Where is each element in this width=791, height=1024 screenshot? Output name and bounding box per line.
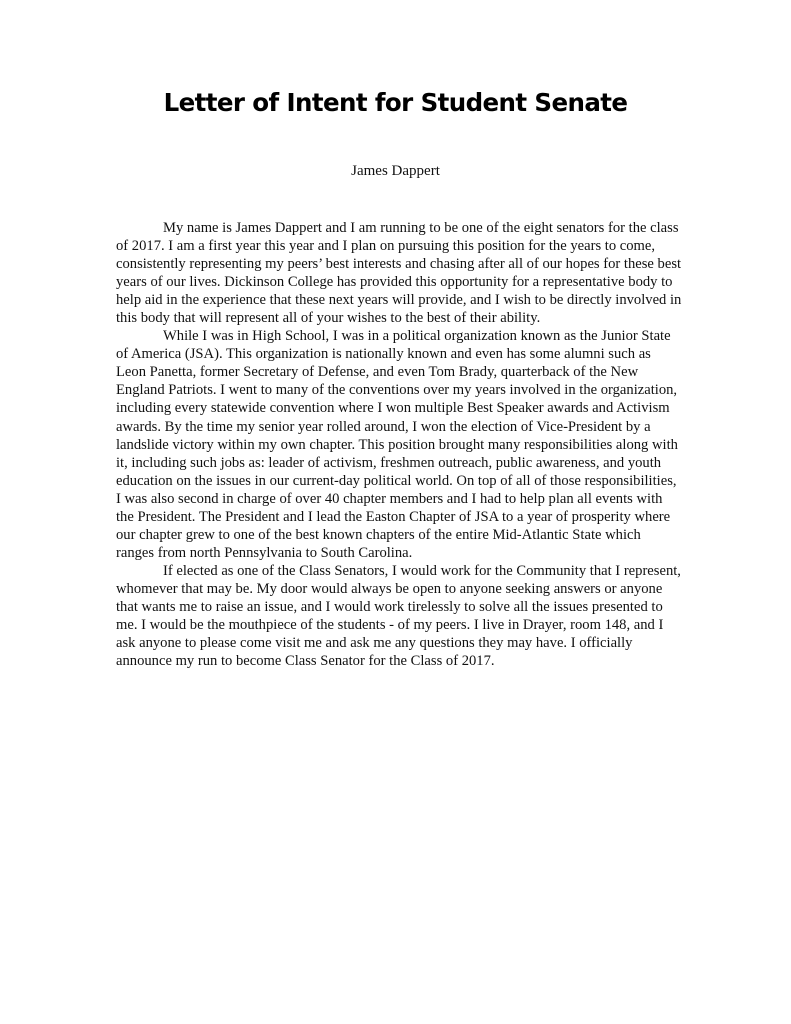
paragraph-introduction: My name is James Dappert and I am running to be one of the eight senators for the class of 2017. I am a first year this year and I plan on pursuing this position for the years to come, consistently representing my peers’ best interests and chasing after all of our hopes for these best years of our lives. Dickinson College has provided this opportunity for a representative body to help aid in the experience that these next years will provide, and I wish to be directly involved in this body that will represent all of your wishes to the best of their ability. bbox=[116, 220, 682, 327]
author-name: James Dappert bbox=[351, 163, 440, 179]
paragraph-commitment: If elected as one of the Class Senators, I would work for the Community that I represent, whomever that may be. My door would always be open to anyone seeking answers or anyone that wants me to raise an issue, and I would work tirelessly to solve all the issues presented to me. I would be the mouthpiece of the students - of my peers. I live in Drayer, room 148, and I ask anyone to please come visit me and ask me any questions they may have. I officially announce my run to become Class Senator for the Class of 2017. bbox=[116, 562, 681, 670]
document-title: Letter of Intent for Student Senate bbox=[163, 88, 628, 117]
letter-body bbox=[116, 219, 682, 670]
paragraph-experience: While I was in High School, I was in a political organization known as the Junior State of America (JSA). This organization is nationally known and even has some alumni such as Leon Panetta, former Secretary of Defense, and even Tom Brady, quarterback of the New England Patriots. I went to many of the conventions over my years involved in the organization, including every statewide convention where I won multiple Best Speaker awards and Activism awards. By the time my senior year rolled around, I won the election of Vice-President by a landslide victory within my own chapter. This position brought many responsibilities along with it, including such jobs as: leader of activism, freshmen outreach, public awareness, and youth education on the issues in our current-day political world. On top of all of those responsibilities, I was also second in charge of over 40 chapter members and I had to help plan all events with the President. The President and I lead the Easton Chapter of JSA to a year of prosperity where our chapter grew to one of the best known chapters of the entire Mid-Atlantic State which ranges from north Pennsylvania to South Carolina. bbox=[116, 328, 678, 561]
